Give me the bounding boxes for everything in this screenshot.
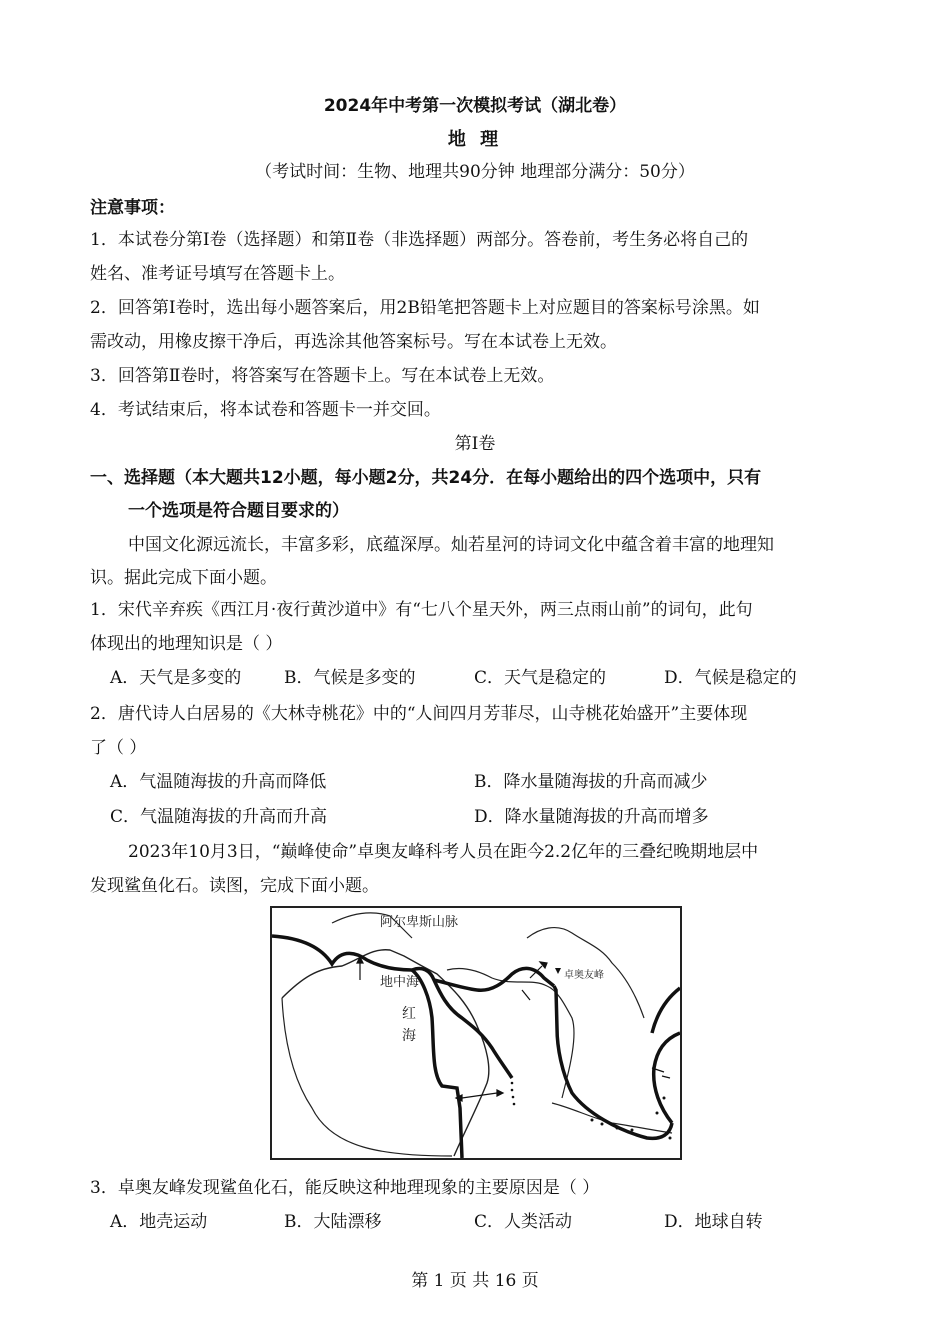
section-heading-cont: 一个选项是符合题目要求的） (128, 501, 349, 521)
note-line: 需改动，用橡皮擦干净后，再选涂其他答案标号。写在本试卷上无效。 (90, 332, 617, 352)
question-3: 3．卓奥友峰发现鲨鱼化石，能反映这种地理现象的主要原因是（ ） (90, 1178, 600, 1198)
question-1: 1．宋代辛弃疾《西江月·夜行黄沙道中》有“七八个星天外，两三点雨山前”的词句，此句 (90, 600, 753, 620)
material-text: 中国文化源远流长，丰富多彩，底蕴深厚。灿若星河的诗词文化中蕴含着丰富的地理知 (128, 535, 774, 555)
section-heading: 一、选择题（本大题共12小题，每小题2分，共24分．在每小题给出的四个选项中，只有 (90, 468, 762, 488)
option-d[interactable]: D．地球自转 (664, 1212, 763, 1232)
material-text: 发现鲨鱼化石。读图，完成下面小题。 (90, 876, 379, 896)
note-line: 姓名、准考证号填写在答题卡上。 (90, 264, 345, 284)
material-text: 2023年10月3日，“巅峰使命”卓奥友峰科考人员在距今2.2亿年的三叠纪晚期地层中 (128, 842, 759, 862)
volume-title: 第Ⅰ卷 (454, 434, 496, 454)
plate-boundary (412, 970, 462, 1158)
option-c[interactable]: C．气温随海拔的升高而升高 (110, 807, 328, 827)
map-figure (270, 906, 682, 1160)
plate-boundary (652, 988, 680, 1033)
option-a[interactable]: A．地壳运动 (110, 1212, 208, 1232)
exam-info: （考试时间：生物、地理共90分钟 地理部分满分：50分） (255, 162, 695, 182)
notes-heading: 注意事项： (90, 198, 175, 218)
question-2: 2．唐代诗人白居易的《大林寺桃花》中的“人间四月芳菲尽，山寺桃花始盛开”主要体现 (90, 704, 748, 724)
plate-boundary (654, 1033, 680, 1123)
peak-marker-icon (555, 968, 561, 974)
label-mediterranean: 地中海 (380, 975, 420, 990)
page-footer: 第 1 页 共 16 页 (411, 1271, 539, 1291)
option-a[interactable]: A．天气是多变的 (110, 668, 242, 688)
exam-title: 2024年中考第一次模拟考试（湖北卷） (323, 96, 627, 116)
label-red-sea: 海 (402, 1028, 416, 1044)
question-1-cont: 体现出的地理知识是（ ） (90, 634, 283, 654)
option-a[interactable]: A．气温随海拔的升高而降低 (110, 772, 327, 792)
question-2-cont: 了（ ） (90, 738, 147, 758)
option-d[interactable]: D．气候是稳定的 (664, 668, 797, 688)
coastline (282, 998, 452, 1156)
material-text: 识。据此完成下面小题。 (90, 568, 277, 588)
note-line: 3．回答第Ⅱ卷时，将答案写在答题卡上。写在本试卷上无效。 (90, 366, 555, 386)
note-line: 4．考试结束后，将本试卷和答题卡一并交回。 (90, 400, 441, 420)
option-d[interactable]: D．降水量随海拔的升高而增多 (474, 807, 709, 827)
note-line: 2．回答第Ⅰ卷时，选出每小题答案后，用2B铅笔把答题卡上对应题目的答案标号涂黑。如 (90, 298, 760, 318)
option-c[interactable]: C．人类活动 (474, 1212, 573, 1232)
label-alps: 阿尔卑斯山脉 (380, 915, 459, 930)
option-b[interactable]: B．降水量随海拔的升高而减少 (474, 772, 708, 792)
label-peak: 卓奥友峰 (564, 970, 604, 981)
plate-boundary (272, 936, 512, 1078)
option-b[interactable]: B．大陆漂移 (284, 1212, 382, 1232)
coastline (552, 1103, 672, 1133)
subject-title: 地 理 (447, 129, 503, 150)
option-c[interactable]: C．天气是稳定的 (474, 668, 607, 688)
label-red-sea: 红 (402, 1006, 416, 1022)
option-b[interactable]: B．气候是多变的 (284, 668, 416, 688)
note-line: 1．本试卷分第Ⅰ卷（选择题）和第Ⅱ卷（非选择题）两部分。答卷前，考生务必将自己的 (90, 230, 749, 250)
